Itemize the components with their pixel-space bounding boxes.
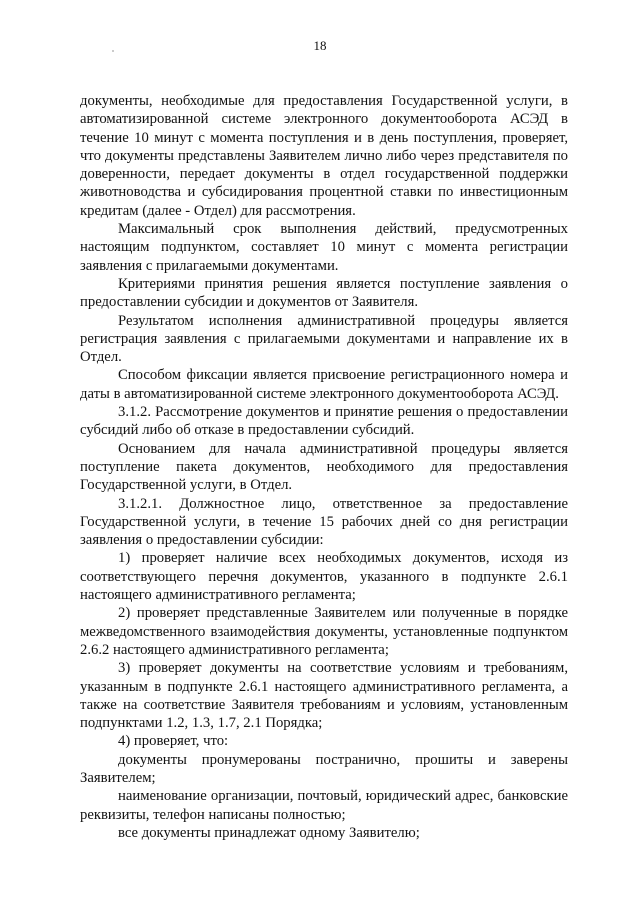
paragraph: Способом фиксации является присвоение регистрационного номера и даты в автоматизированной системе электронного документооборота АСЭД. <box>80 367 568 402</box>
list-item: наименование организации, почтовый, юридический адрес, банковские реквизиты, телефон написаны полностью; <box>80 788 568 823</box>
paragraph: 3.1.2.1. Должностное лицо, ответственное за предоставление Государственной услуги, в течение 15 рабочих дней со дня регистрации заявления о предоставлении субсидии: <box>80 495 568 549</box>
paragraph: Критериями принятия решения является поступление заявления о предоставлении субсидии и документов от Заявителя. <box>80 275 568 311</box>
paragraph: документы, необходимые для предоставления Государственной услуги, в автоматизированной системе электронного документооборота АСЭД в течение 10 минут с момента поступления и в день поступления, проверяет, что документы представлены Заявителем лично либо через представителя по доверенности, передает документы в отдел государственной поддержки животноводства и субсидирования процентной ставки по инвестиционным кредитам (далее - Отдел) для рассмотрения. <box>80 93 568 219</box>
list-item: все документы принадлежат одному Заявителю; <box>118 824 420 841</box>
page-number: 18 <box>313 38 327 53</box>
paragraph: 3.1.2. Рассмотрение документов и принятие решения о предоставлении субсидий либо об отказе в предоставлении субсидий. <box>80 404 568 439</box>
paragraph: Максимальный срок выполнения действий, предусмотренных настоящим подпунктом, составляет 10 минут с момента регистрации заявления с прилагаемыми документами. <box>80 221 568 274</box>
list-item: 2) проверяет представленные Заявителем или полученные в порядке межведомственного взаимодействия документы, установленные подпунктом 2.6.2 настоящего административного регламента; <box>80 605 568 658</box>
paragraph: Основанием для начала административной процедуры является поступление пакета документов, необходимого для предоставления Государственной услуги, в Отдел. <box>80 440 568 494</box>
document-body <box>80 92 568 842</box>
list-item: документы пронумерованы постранично, прошиты и заверены Заявителем; <box>80 751 568 786</box>
list-item: 3) проверяет документы на соответствие условиям и требованиям, указанным в подпункте 2.6.1 настоящего административного регламента, а также на соответствие Заявителя требованиям и условиям, установленным подпунктами 1.2, 1.3, 1.7, 2.1 Порядка; <box>80 660 568 732</box>
list-item: 1) проверяет наличие всех необходимых документов, исходя из соответствующего перечня документов, указанного в подпункте 2.6.1 настоящего административного регламента; <box>80 550 568 604</box>
list-item: 4) проверяет, что: <box>118 733 229 750</box>
scan-speck <box>112 50 114 52</box>
paragraph: Результатом исполнения административной процедуры является регистрация заявления с прилагаемыми документами и направление их в Отдел. <box>80 312 568 366</box>
